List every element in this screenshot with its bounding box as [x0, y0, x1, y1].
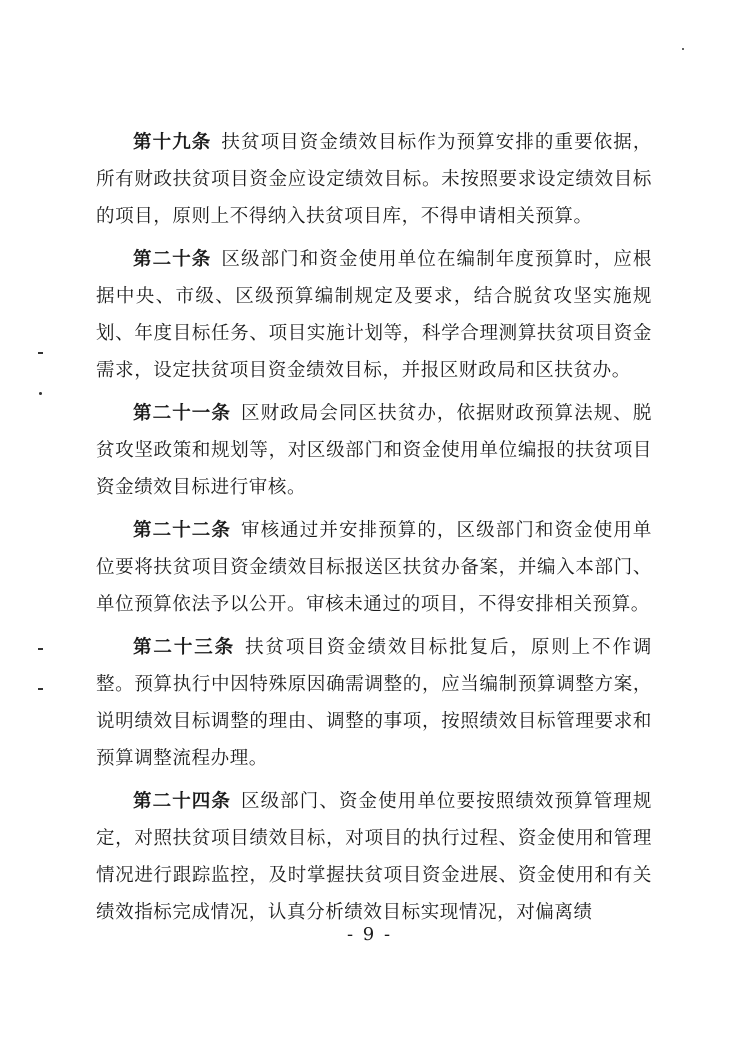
scan-mark: [38, 688, 43, 690]
article-list: [96, 124, 652, 937]
article-number: 第二十四条: [133, 791, 231, 812]
article-number: 第二十条: [133, 249, 212, 270]
article-19: [96, 124, 652, 235]
article-24: [96, 783, 652, 931]
article-23: [96, 629, 652, 777]
article-text: 区级部门和资金使用单位在编制年度预算时，应根据中央、市级、区级预算编制规定及要求，结合脱贫攻坚实施规划、年度目标任务、项目实施计划等，科学合理测算扶贫项目资金需求，设定扶贫项目资金绩效目标，并报区财政局和区扶贫办。: [96, 249, 653, 381]
article-text: 区财政局会同区扶贫办，依据财政预算法规、脱贫攻坚政策和规划等，对区级部门和资金使用单位编报的扶贫项目资金绩效目标进行审核。: [96, 403, 652, 498]
scan-mark: [38, 352, 43, 354]
article-text: 扶贫项目资金绩效目标作为预算安排的重要依据，所有财政扶贫项目资金应设定绩效目标。未按照要求设定绩效目标的项目，原则上不得纳入扶贫项目库，不得申请相关预算。: [96, 132, 653, 227]
article-number: 第二十三条: [133, 637, 236, 658]
article-number: 第二十二条: [133, 520, 231, 541]
article-number: 第二十一条: [133, 403, 231, 424]
page-number: - 9 -: [346, 924, 393, 945]
article-text: 审核通过并安排预算的，区级部门和资金使用单位要将扶贫项目资金绩效目标报送区扶贫办备案，并编入本部门、单位预算依法予以公开。审核未通过的项目，不得安排相关预算。: [96, 520, 652, 615]
article-number: 第十九条: [133, 132, 212, 153]
article-20: [96, 241, 652, 389]
article-text: 扶贫项目资金绩效目标批复后，原则上不作调整。预算执行中因特殊原因确需调整的，应当编制预算调整方案，说明绩效目标调整的理由、调整的事项，按照绩效目标管理要求和预算调整流程办理。: [96, 637, 652, 769]
article-21: [96, 395, 652, 506]
article-text: 区级部门、资金使用单位要按照绩效预算管理规定，对照扶贫项目绩效目标，对项目的执行过程、资金使用和管理情况进行跟踪监控，及时掌握扶贫项目资金进展、资金使用和有关绩效指标完成情况，认真分析绩效目标实现情况，对偏离绩: [96, 791, 652, 923]
scan-mark: [38, 648, 43, 650]
scan-mark: [39, 392, 42, 395]
scan-mark: [682, 48, 684, 50]
article-22: [96, 512, 652, 623]
